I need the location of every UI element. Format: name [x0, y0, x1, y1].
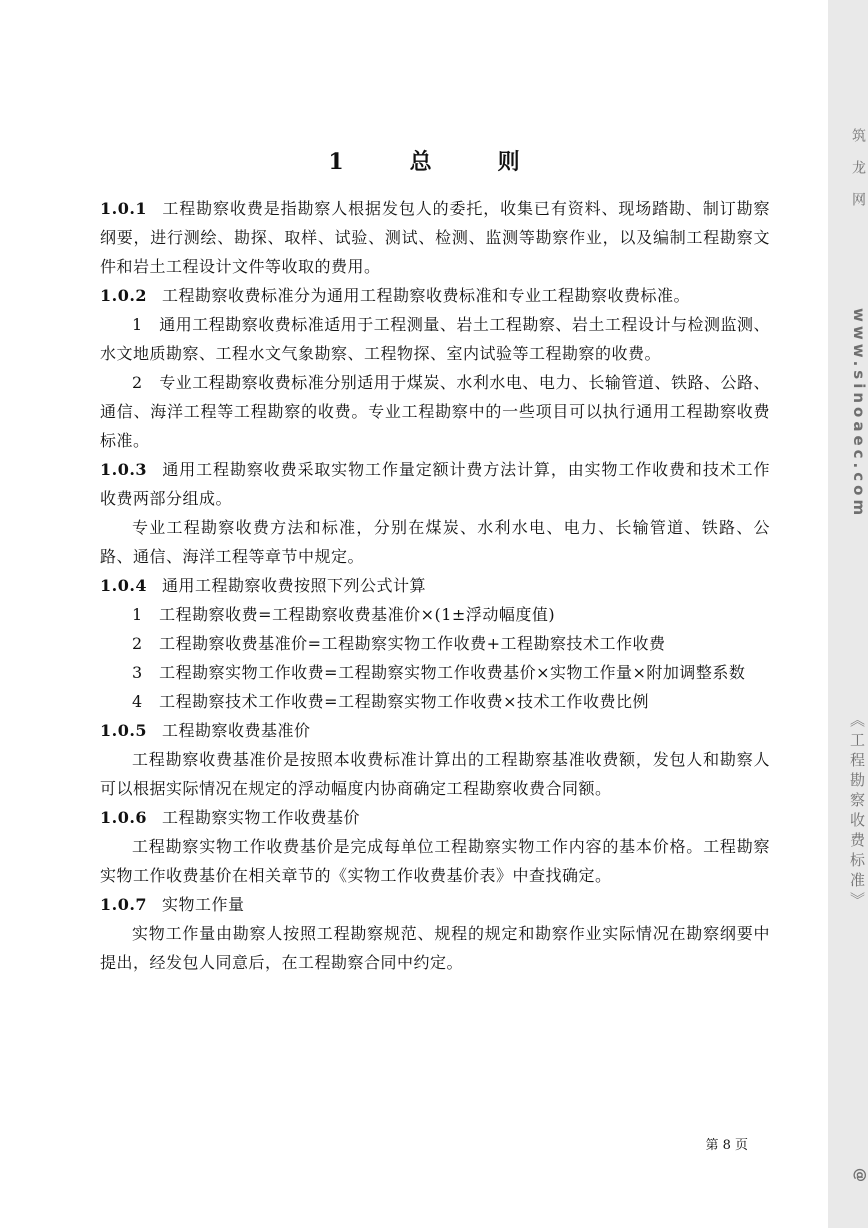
clause-1-0-2-item-2: 2 专业工程勘察收费标准分别适用于煤炭、水利水电、电力、长输管道、铁路、公路、通信、海洋工程等工程勘察的收费。专业工程勘察中的一些项目可以执行通用工程勘察收费标准。 — [100, 373, 770, 450]
sidebar-document-title: 《工程勘察收费标准》 — [848, 712, 866, 912]
clause-1-0-2-item-1: 1 通用工程勘察收费标准适用于工程测量、岩土工程勘察、岩土工程设计与检测监测、水文地质勘察、工程水文气象勘察、工程物探、室内试验等工程勘察的收费。 — [100, 315, 770, 363]
clause-text: 通用工程勘察收费采取实物工作量定额计费方法计算，由实物工作收费和技术工作收费两部分组成。 — [100, 460, 770, 508]
clause-number: 1.0.4 — [100, 576, 148, 595]
clause-number: 1.0.6 — [100, 808, 148, 827]
chapter-title: 1 总 则 — [328, 149, 542, 175]
clause-1-0-6 — [100, 803, 770, 832]
clause-1-0-2 — [100, 281, 770, 310]
formula-2: 2 工程勘察收费基准价=工程勘察实物工作收费+工程勘察技术工作收费 — [132, 634, 666, 653]
clause-number: 1.0.7 — [100, 895, 148, 914]
clause-1-0-3 — [100, 455, 770, 513]
clause-number: 1.0.2 — [100, 286, 148, 305]
clause-1-0-6-body: 工程勘察实物工作收费基价是完成每单位工程勘察实物工作内容的基本价格。工程勘察实物工作收费基价在相关章节的《实物工作收费基价表》中查找确定。 — [100, 837, 770, 885]
sidebar-at-icon: @ — [852, 1168, 868, 1182]
formula-4: 4 工程勘察技术工作收费=工程勘察实物工作收费×技术工作收费比例 — [132, 692, 649, 711]
clause-text: 实物工作量 — [162, 895, 245, 914]
page-number: 第 8 页 — [705, 1138, 748, 1153]
watermark-sidebar — [828, 0, 868, 1228]
clause-text: 工程勘察收费基准价 — [162, 721, 311, 740]
clause-1-0-5 — [100, 716, 770, 745]
clause-1-0-3-note: 专业工程勘察收费方法和标准，分别在煤炭、水利水电、电力、长输管道、铁路、公路、通信、海洋工程等章节中规定。 — [100, 518, 770, 566]
clause-text: 工程勘察实物工作收费基价 — [162, 808, 361, 827]
clause-number: 1.0.1 — [100, 199, 148, 218]
clause-1-0-4 — [100, 571, 770, 600]
page-footer — [0, 1134, 828, 1153]
clause-text: 工程勘察收费是指勘察人根据发包人的委托，收集已有资料、现场踏勘、制订勘察纲要，进行测绘、勘探、取样、试验、测试、检测、监测等勘察作业，以及编制工程勘察文件和岩土工程设计文件等收取的费用。 — [100, 199, 770, 276]
clause-1-0-7-body: 实物工作量由勘察人按照工程勘察规范、规程的规定和勘察作业实际情况在勘察纲要中提出，经发包人同意后，在工程勘察合同中约定。 — [100, 924, 770, 972]
clause-number: 1.0.3 — [100, 460, 148, 479]
formula-1: 1 工程勘察收费=工程勘察收费基准价×(1±浮动幅度值) — [132, 605, 556, 624]
clause-1-0-5-body: 工程勘察收费基准价是按照本收费标准计算出的工程勘察基准收费额，发包人和勘察人可以根据实际情况在规定的浮动幅度内协商确定工程勘察收费合同额。 — [100, 750, 770, 798]
clause-1-0-1 — [100, 194, 770, 281]
clause-1-0-7 — [100, 890, 770, 919]
formula-3: 3 工程勘察实物工作收费=工程勘察实物工作收费基价×实物工作量×附加调整系数 — [132, 663, 746, 682]
clause-number: 1.0.5 — [100, 721, 148, 740]
sidebar-site-name: 筑龙网 — [850, 128, 866, 224]
sidebar-url: www.sinoaec.com — [850, 308, 868, 520]
clause-text: 通用工程勘察收费按照下列公式计算 — [162, 576, 427, 595]
clause-text: 工程勘察收费标准分为通用工程勘察收费标准和专业工程勘察收费标准。 — [162, 286, 691, 305]
page-content — [100, 144, 770, 977]
